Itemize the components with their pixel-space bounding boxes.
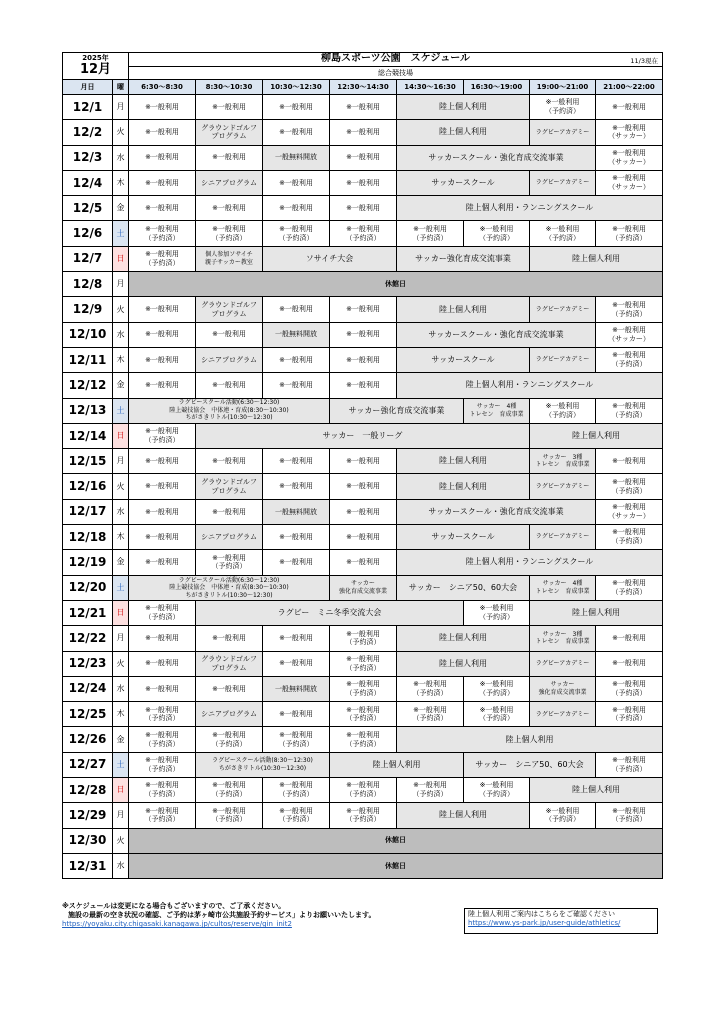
schedule-cell: ラグビーアカデミー (530, 525, 596, 550)
weekday-cell: 金 (113, 373, 129, 398)
schedule-cell: 陸上個人利用 (397, 297, 530, 322)
closed-day-cell: 休館日 (129, 272, 663, 297)
schedule-cell: ※一般利用 (196, 373, 263, 398)
date-cell: 12/27 (63, 752, 113, 777)
schedule-cell: ※一般利用 （サッカー） (596, 120, 663, 145)
schedule-cell: ※一般利用 (129, 196, 196, 221)
column-header: 16:30～19:00 (464, 80, 530, 95)
schedule-cell: シニアプログラム (196, 347, 263, 372)
closed-day-cell: 休館日 (129, 853, 663, 878)
weekday-cell: 金 (113, 550, 129, 575)
schedule-cell: ※一般利用 （予約済） (330, 676, 397, 701)
schedule-cell: サッカー シニア50、60大会 (397, 575, 530, 600)
schedule-table (62, 52, 663, 879)
schedule-cell: ラグビーアカデミー (530, 347, 596, 372)
schedule-cell: ※一般利用 (196, 196, 263, 221)
table-row (63, 676, 663, 701)
schedule-cell: ※一般利用 （予約済） (263, 778, 330, 803)
date-cell: 12/23 (63, 651, 113, 676)
date-cell: 12/6 (63, 221, 113, 246)
schedule-cell: ※一般利用 (196, 322, 263, 347)
schedule-cell: ※一般利用 （予約済） (129, 600, 196, 625)
schedule-cell: ※一般利用 (263, 525, 330, 550)
table-row (63, 170, 663, 195)
schedule-cell: ※一般利用 （予約済） (464, 600, 530, 625)
schedule-cell: ※一般利用 (129, 626, 196, 651)
date-cell: 12/2 (63, 120, 113, 145)
table-row (63, 651, 663, 676)
date-cell: 12/19 (63, 550, 113, 575)
schedule-cell: ※一般利用 （予約済） (397, 221, 464, 246)
schedule-cell: ※一般利用 (330, 297, 397, 322)
table-row (63, 272, 663, 297)
date-cell: 12/20 (63, 575, 113, 600)
weekday-cell: 木 (113, 170, 129, 195)
schedule-cell: サッカー 強化育成交流事業 (330, 575, 397, 600)
schedule-cell: 陸上個人利用 (397, 449, 530, 474)
weekday-cell: 土 (113, 398, 129, 423)
table-row (63, 803, 663, 828)
schedule-cell: ※一般利用 (129, 499, 196, 524)
date-cell: 12/15 (63, 449, 113, 474)
schedule-cell: ※一般利用 (196, 676, 263, 701)
schedule-cell: ※一般利用 (330, 499, 397, 524)
column-header: 月日 (63, 80, 113, 95)
schedule-cell: ※一般利用 (129, 145, 196, 170)
schedule-cell: ※一般利用 （予約済） (129, 423, 196, 448)
schedule-cell: サッカー 4種 トレセン 育成事業 (464, 398, 530, 423)
schedule-cell: ※一般利用 (129, 651, 196, 676)
table-row (63, 727, 663, 752)
schedule-cell: ※一般利用 (263, 550, 330, 575)
schedule-cell: サッカー 強化育成交流事業 (530, 676, 596, 701)
schedule-cell: ※一般利用 (129, 474, 196, 499)
date-cell: 12/7 (63, 246, 113, 271)
schedule-cell: ※一般利用 (596, 651, 663, 676)
weekday-cell: 月 (113, 449, 129, 474)
schedule-cell: 陸上個人利用 (330, 752, 464, 777)
date-cell: 12/10 (63, 322, 113, 347)
note-line-1: ※スケジュールは変更になる場合もございますので、ご了承ください。 (62, 902, 286, 910)
column-header: 曜 (113, 80, 129, 95)
schedule-cell: ※一般利用 (330, 373, 397, 398)
schedule-cell: ※一般利用 （予約済） (596, 525, 663, 550)
schedule-cell: ※一般利用 (263, 373, 330, 398)
schedule-cell: ※一般利用 （予約済） (596, 474, 663, 499)
table-row (63, 449, 663, 474)
date-cell: 12/25 (63, 702, 113, 727)
date-cell: 12/31 (63, 853, 113, 878)
weekday-cell: 火 (113, 474, 129, 499)
schedule-cell: ※一般利用 （予約済） (330, 778, 397, 803)
weekday-cell: 水 (113, 499, 129, 524)
schedule-cell: ※一般利用 （予約済） (464, 221, 530, 246)
column-header: 21:00～22:00 (596, 80, 663, 95)
table-row (63, 423, 663, 448)
schedule-cell: 陸上個人利用 (530, 778, 663, 803)
weekday-cell: 金 (113, 727, 129, 752)
athletics-info-box (464, 908, 658, 934)
schedule-cell: ※一般利用 (330, 170, 397, 195)
schedule-cell: ラグビーアカデミー (530, 170, 596, 195)
schedule-cell: ※一般利用 （予約済） (263, 803, 330, 828)
year-label: 2025年 (82, 53, 109, 62)
schedule-cell: ※一般利用 (196, 95, 263, 120)
weekday-cell: 火 (113, 120, 129, 145)
table-row (63, 322, 663, 347)
weekday-cell: 日 (113, 423, 129, 448)
table-row (63, 347, 663, 372)
schedule-cell: ※一般利用 (129, 322, 196, 347)
schedule-cell: ※一般利用 （予約済） (596, 575, 663, 600)
schedule-cell: サッカースクール (397, 525, 530, 550)
schedule-cell: ※一般利用 (263, 626, 330, 651)
schedule-cell: ラグビーアカデミー (530, 297, 596, 322)
schedule-cell: 陸上個人利用 (397, 803, 530, 828)
schedule-cell: サッカー 4種 トレセン 育成事業 (530, 575, 596, 600)
table-row (63, 702, 663, 727)
schedule-cell: ※一般利用 （予約済） (196, 727, 263, 752)
schedule-cell: 陸上個人利用 (397, 95, 530, 120)
weekday-cell: 火 (113, 828, 129, 853)
schedule-cell: サッカースクール (397, 170, 530, 195)
date-cell: 12/26 (63, 727, 113, 752)
athletics-info-text: 陸上個人利用ご案内はこちらをご確認ください (468, 910, 615, 918)
schedule-cell: グラウンドゴルフ プログラム (196, 651, 263, 676)
venue-label: 総合競技場 (129, 67, 663, 80)
schedule-cell: サッカー 一般リーグ (196, 423, 530, 448)
schedule-cell: ※一般利用 (196, 626, 263, 651)
schedule-cell: ※一般利用 (263, 297, 330, 322)
schedule-cell: 陸上個人利用 (530, 246, 663, 271)
schedule-cell: ※一般利用 (129, 525, 196, 550)
table-row (63, 246, 663, 271)
schedule-cell: ※一般利用 (129, 120, 196, 145)
schedule-cell: ※一般利用 （予約済） (397, 778, 464, 803)
date-cell: 12/29 (63, 803, 113, 828)
date-cell: 12/11 (63, 347, 113, 372)
schedule-cell: ※一般利用 （予約済） (196, 550, 263, 575)
schedule-cell: ※一般利用 （予約済） (129, 246, 196, 271)
schedule-cell: ※一般利用 （予約済） (596, 398, 663, 423)
table-row (63, 853, 663, 878)
schedule-cell: ※一般利用 （予約済） (196, 221, 263, 246)
schedule-cell: ※一般利用 （サッカー） (596, 145, 663, 170)
schedule-cell: ※一般利用 （予約済） (330, 803, 397, 828)
schedule-cell: サッカー 3種 トレセン 育成事業 (530, 626, 596, 651)
schedule-cell: サッカースクール (397, 347, 530, 372)
schedule-cell: ※一般利用 （予約済） (464, 702, 530, 727)
weekday-cell: 火 (113, 651, 129, 676)
schedule-cell: ※一般利用 (263, 120, 330, 145)
date-cell: 12/16 (63, 474, 113, 499)
schedule-cell: シニアプログラム (196, 170, 263, 195)
date-cell: 12/13 (63, 398, 113, 423)
schedule-cell: グラウンドゴルフ プログラム (196, 297, 263, 322)
schedule-cell: ※一般利用 (129, 170, 196, 195)
schedule-cell: サッカースクール・強化育成交流事業 (397, 145, 596, 170)
date-cell: 12/12 (63, 373, 113, 398)
weekday-cell: 土 (113, 575, 129, 600)
schedule-cell: ※一般利用 (263, 474, 330, 499)
table-row (63, 145, 663, 170)
weekday-cell: 水 (113, 676, 129, 701)
weekday-cell: 土 (113, 752, 129, 777)
schedule-cell: ※一般利用 （予約済） (596, 676, 663, 701)
schedule-cell: 陸上個人利用 (397, 727, 663, 752)
weekday-cell: 月 (113, 626, 129, 651)
weekday-cell: 月 (113, 803, 129, 828)
schedule-cell: ※一般利用 （予約済） (397, 676, 464, 701)
schedule-cell: 一般無料開放 (263, 499, 330, 524)
weekday-cell: 火 (113, 297, 129, 322)
schedule-cell: サッカー 3種 トレセン 育成事業 (530, 449, 596, 474)
weekday-cell: 木 (113, 525, 129, 550)
schedule-cell: サッカー強化育成交流事業 (397, 246, 530, 271)
table-row (63, 499, 663, 524)
date-cell: 12/18 (63, 525, 113, 550)
date-cell: 12/21 (63, 600, 113, 625)
schedule-cell: ※一般利用 (596, 626, 663, 651)
schedule-cell: ※一般利用 （予約済） (263, 727, 330, 752)
as-of-date: 11/3現在 (630, 56, 658, 65)
table-row (63, 398, 663, 423)
schedule-cell: ※一般利用 (196, 145, 263, 170)
weekday-cell: 日 (113, 246, 129, 271)
weekday-cell: 日 (113, 778, 129, 803)
schedule-cell: サッカースクール・強化育成交流事業 (397, 499, 596, 524)
weekday-cell: 金 (113, 196, 129, 221)
table-row (63, 626, 663, 651)
schedule-cell: ※一般利用 (330, 474, 397, 499)
weekday-cell: 木 (113, 347, 129, 372)
column-header: 10:30～12:30 (263, 80, 330, 95)
schedule-cell: ※一般利用 (129, 676, 196, 701)
schedule-sheet (62, 52, 662, 879)
schedule-cell: ラグビー ミニ冬季交流大会 (196, 600, 464, 625)
weekday-cell: 月 (113, 95, 129, 120)
schedule-cell: ラグビーアカデミー (530, 120, 596, 145)
table-row (63, 196, 663, 221)
weekday-cell: 月 (113, 272, 129, 297)
schedule-cell: ※一般利用 (129, 347, 196, 372)
date-cell: 12/17 (63, 499, 113, 524)
schedule-cell: 陸上個人利用・ランニングスクール (397, 550, 663, 575)
table-row (63, 373, 663, 398)
month-label: 12月 (79, 62, 112, 78)
schedule-cell: ※一般利用 （予約済） (530, 221, 596, 246)
schedule-cell: ラグビースクール活動(6:30～12:30) 陸上競技協会 中体連・育成(8:30～10:30) ちがさきリトル(10:30～12:30) (129, 398, 330, 423)
table-row (63, 550, 663, 575)
schedule-cell: ソサイチ大会 (263, 246, 397, 271)
schedule-cell: ※一般利用 (330, 449, 397, 474)
table-row (63, 752, 663, 777)
schedule-cell: ※一般利用 (263, 651, 330, 676)
schedule-cell: 個人参加ソサイチ 親子サッカー教室 (196, 246, 263, 271)
schedule-cell: 陸上個人利用 (397, 474, 530, 499)
date-cell: 12/4 (63, 170, 113, 195)
schedule-cell: ※一般利用 (263, 170, 330, 195)
weekday-cell: 水 (113, 322, 129, 347)
date-cell: 12/14 (63, 423, 113, 448)
schedule-cell: ※一般利用 (196, 449, 263, 474)
weekday-cell: 水 (113, 145, 129, 170)
schedule-cell: ラグビーアカデミー (530, 474, 596, 499)
schedule-cell: 陸上個人利用 (397, 626, 530, 651)
page-title: 柳島スポーツ公園 スケジュール (321, 53, 470, 65)
schedule-cell: ※一般利用 （予約済） (530, 803, 596, 828)
column-header: 14:30～16:30 (397, 80, 464, 95)
reservation-link[interactable]: https://yoyaku.city.chigasaki.kanagawa.jp/cultos/reserve/gin_init2 (62, 920, 292, 929)
schedule-cell: ※一般利用 (330, 525, 397, 550)
schedule-cell: ※一般利用 （予約済） (530, 398, 596, 423)
schedule-cell: ※一般利用 （サッカー） (596, 170, 663, 195)
schedule-cell: ※一般利用 （予約済） (129, 752, 196, 777)
column-header: 19:00～21:00 (530, 80, 596, 95)
closed-day-cell: 休館日 (129, 828, 663, 853)
schedule-cell: ※一般利用 (263, 702, 330, 727)
column-header: 6:30～8:30 (129, 80, 196, 95)
schedule-cell: 一般無料開放 (263, 145, 330, 170)
schedule-cell: ※一般利用 (129, 297, 196, 322)
schedule-cell: ※一般利用 （予約済） (596, 297, 663, 322)
page-title-cell (129, 53, 663, 67)
schedule-cell: ※一般利用 (129, 373, 196, 398)
schedule-cell: 陸上個人利用 (397, 120, 530, 145)
schedule-cell: ※一般利用 （予約済） (330, 702, 397, 727)
schedule-cell: ※一般利用 （予約済） (330, 221, 397, 246)
table-row (63, 525, 663, 550)
schedule-cell: サッカー強化育成交流事業 (330, 398, 464, 423)
schedule-cell: 一般無料開放 (263, 676, 330, 701)
schedule-cell: サッカースクール・強化育成交流事業 (397, 322, 596, 347)
schedule-cell: ※一般利用 （予約済） (464, 778, 530, 803)
schedule-cell: ※一般利用 （サッカー） (596, 499, 663, 524)
footer-left (62, 902, 462, 929)
schedule-cell: ※一般利用 （予約済） (330, 727, 397, 752)
schedule-cell: ラグビースクール活動(6:30～12:30) 陸上競技協会 中体連・育成(8:30～10:30) ちがさきリトル(10:30～12:30) (129, 575, 330, 600)
date-cell: 12/9 (63, 297, 113, 322)
column-header-row (63, 80, 663, 95)
schedule-cell: サッカー シニア50、60大会 (464, 752, 596, 777)
schedule-cell: シニアプログラム (196, 702, 263, 727)
schedule-cell: ※一般利用 （予約済） (397, 702, 464, 727)
schedule-cell: ※一般利用 (129, 95, 196, 120)
footer-notes (62, 902, 662, 934)
schedule-cell: ラグビースクール活動(8:30～12:30) ちがさきリトル(10:30～12:30) (196, 752, 330, 777)
schedule-cell: ※一般利用 (263, 449, 330, 474)
schedule-cell: ※一般利用 （予約済） (129, 803, 196, 828)
schedule-cell: ※一般利用 (263, 95, 330, 120)
schedule-cell: 陸上個人利用 (530, 600, 663, 625)
schedule-cell: 一般無料開放 (263, 322, 330, 347)
schedule-cell: ラグビーアカデミー (530, 702, 596, 727)
table-row (63, 221, 663, 246)
schedule-cell: ※一般利用 （予約済） (129, 702, 196, 727)
schedule-cell: ※一般利用 （予約済） (129, 727, 196, 752)
schedule-cell: ※一般利用 (596, 95, 663, 120)
schedule-cell: ※一般利用 (330, 120, 397, 145)
date-cell: 12/1 (63, 95, 113, 120)
schedule-cell: 陸上個人利用 (530, 423, 663, 448)
date-cell: 12/22 (63, 626, 113, 651)
schedule-cell: ※一般利用 （予約済） (263, 221, 330, 246)
weekday-cell: 木 (113, 702, 129, 727)
schedule-cell: ※一般利用 （予約済） (196, 803, 263, 828)
table-row (63, 297, 663, 322)
date-cell: 12/28 (63, 778, 113, 803)
schedule-cell: ※一般利用 (330, 550, 397, 575)
schedule-cell: ※一般利用 (330, 347, 397, 372)
athletics-info-link[interactable]: https://www.ys-park.jp/user-guide/athletics/ (468, 919, 621, 928)
table-row (63, 95, 663, 120)
schedule-cell: ※一般利用 (330, 196, 397, 221)
weekday-cell: 土 (113, 221, 129, 246)
column-header: 8:30～10:30 (196, 80, 263, 95)
schedule-cell: ※一般利用 （予約済） (530, 95, 596, 120)
schedule-cell: ※一般利用 (129, 449, 196, 474)
schedule-cell: ※一般利用 (596, 449, 663, 474)
table-row (63, 828, 663, 853)
date-cell: 12/3 (63, 145, 113, 170)
schedule-cell: ※一般利用 （予約済） (330, 651, 397, 676)
schedule-cell: 陸上個人利用・ランニングスクール (397, 373, 663, 398)
month-cell (63, 53, 129, 80)
note-line-2: 施設の最新の空き状況の確認、ご予約は茅ヶ崎市公共施設予約サービス」よりお願いいたします。 (68, 911, 376, 920)
schedule-cell: グラウンドゴルフ プログラム (196, 120, 263, 145)
schedule-cell: ※一般利用 （予約済） (129, 778, 196, 803)
table-row (63, 120, 663, 145)
schedule-cell: ※一般利用 (263, 196, 330, 221)
table-row (63, 575, 663, 600)
table-row (63, 474, 663, 499)
column-header: 12:30～14:30 (330, 80, 397, 95)
schedule-cell: ※一般利用 （予約済） (596, 221, 663, 246)
schedule-cell: ※一般利用 (330, 322, 397, 347)
schedule-cell: ※一般利用 （予約済） (330, 626, 397, 651)
table-row (63, 778, 663, 803)
schedule-cell: ラグビーアカデミー (530, 651, 596, 676)
schedule-cell: ※一般利用 （予約済） (596, 752, 663, 777)
schedule-cell: ※一般利用 （予約済） (596, 347, 663, 372)
schedule-cell: ※一般利用 （サッカー） (596, 322, 663, 347)
schedule-cell: ※一般利用 （予約済） (464, 676, 530, 701)
schedule-cell: 陸上個人利用 (397, 651, 530, 676)
schedule-cell: ※一般利用 （予約済） (196, 778, 263, 803)
date-cell: 12/30 (63, 828, 113, 853)
date-cell: 12/24 (63, 676, 113, 701)
date-cell: 12/8 (63, 272, 113, 297)
schedule-cell: ※一般利用 （予約済） (596, 702, 663, 727)
schedule-cell: ※一般利用 (330, 95, 397, 120)
weekday-cell: 水 (113, 853, 129, 878)
schedule-cell: グラウンドゴルフ プログラム (196, 474, 263, 499)
schedule-cell: ※一般利用 (263, 347, 330, 372)
schedule-cell: ※一般利用 (129, 550, 196, 575)
weekday-cell: 日 (113, 600, 129, 625)
schedule-cell: 陸上個人利用・ランニングスクール (397, 196, 663, 221)
schedule-cell: ※一般利用 （予約済） (129, 221, 196, 246)
schedule-cell: ※一般利用 (196, 499, 263, 524)
date-cell: 12/5 (63, 196, 113, 221)
schedule-cell: シニアプログラム (196, 525, 263, 550)
schedule-cell: ※一般利用 (330, 145, 397, 170)
table-row (63, 600, 663, 625)
schedule-cell: ※一般利用 （予約済） (596, 803, 663, 828)
